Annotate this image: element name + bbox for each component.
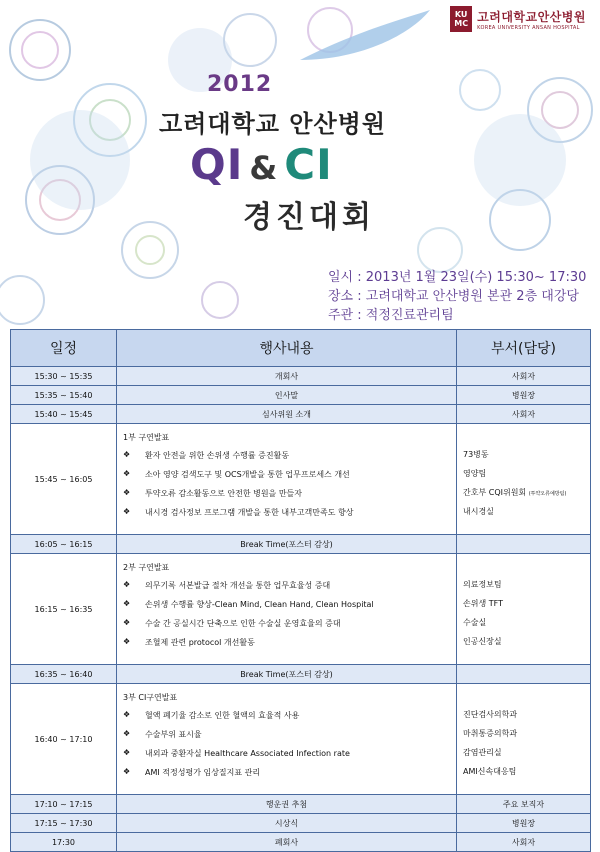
diamond-bullet-icon: ❖ — [123, 729, 131, 738]
header-content: 행사내용 — [117, 330, 457, 367]
row-dept: 병원장 — [457, 386, 591, 405]
hospital-logo — [450, 6, 586, 32]
session-title: 2부 구연발표 — [123, 563, 170, 572]
dept-item: 손위생 TFT — [463, 598, 503, 608]
diamond-bullet-icon: ❖ — [123, 599, 131, 608]
session-title: 3부 CI구연발표 — [123, 693, 178, 702]
diamond-bullet-icon: ❖ — [123, 637, 131, 646]
table-row-break — [11, 535, 591, 554]
row-time: 16:40 ~ 17:10 — [11, 684, 117, 795]
list-item: ❖ 환자 안전을 위한 손위생 수행률 증진활동 — [123, 450, 290, 460]
list-item: ❖ 수술 간 공실시간 단축으로 인한 수술실 운영효율의 증대 — [123, 618, 341, 628]
row-dept: 사회자 — [457, 405, 591, 424]
dept-item: 의료정보팀 — [463, 579, 502, 589]
row-content: 인사말 — [117, 386, 457, 405]
row-content: 폐회사 — [117, 833, 457, 852]
list-item: ❖ 수술부위 표시율 — [123, 729, 202, 739]
list-item: ❖ AMI 적정성평가 임상질지표 관리 — [123, 767, 261, 777]
table-row-session-2 — [11, 554, 591, 665]
event-place: 장소 : 고려대학교 안산병원 본관 2층 대강당 — [328, 289, 579, 304]
amp-label: & — [249, 149, 279, 187]
logo-name: 고려대학교안산병원 — [477, 9, 586, 24]
dept-item: 내시경실 — [463, 506, 494, 516]
row-content: 행운권 추첨 — [117, 795, 457, 814]
row-content: Break Time(포스터 감상) — [117, 535, 457, 554]
event-date: 일시 : 2013년 1월 23일(수) 15:30~ 17:30 — [328, 270, 587, 285]
row-time: 15:45 ~ 16:05 — [11, 424, 117, 535]
row-time: 15:35 ~ 15:40 — [11, 386, 117, 405]
list-item: ❖ 조혈제 관련 protocol 개선활동 — [123, 637, 255, 647]
row-time: 17:15 ~ 17:30 — [11, 814, 117, 833]
row-time: 16:35 ~ 16:40 — [11, 665, 117, 684]
event-title — [190, 140, 333, 189]
row-dept — [457, 535, 591, 554]
dept-item: 73병동 — [463, 449, 489, 459]
row-dept — [457, 424, 591, 535]
row-content — [117, 424, 457, 535]
session-title: 1부 구연발표 — [123, 433, 170, 442]
row-content — [117, 554, 457, 665]
dept-item: 간호부 CQI위원회 (투약오류예방팀) — [463, 487, 567, 497]
header-dept: 부서(담당) — [457, 330, 591, 367]
schedule-table — [10, 329, 591, 852]
diamond-bullet-icon: ❖ — [123, 488, 131, 497]
table-row — [11, 386, 591, 405]
dept-item: AMI신속대응팀 — [463, 766, 517, 776]
row-dept — [457, 554, 591, 665]
row-dept — [457, 665, 591, 684]
list-item: ❖ 내외과 중환자실 Healthcare Associated Infection rate — [123, 748, 350, 758]
dept-item: 영양팀 — [463, 468, 487, 478]
row-time: 15:40 ~ 15:45 — [11, 405, 117, 424]
diamond-bullet-icon: ❖ — [123, 618, 131, 627]
hospital-name: 고려대학교 안산병원 — [159, 110, 387, 138]
header-schedule: 일정 — [11, 330, 117, 367]
row-content: 개회사 — [117, 367, 457, 386]
list-item: ❖ 의무기록 서본발급 절차 개선을 통한 업무효율성 증대 — [123, 580, 331, 590]
list-item: ❖ 투약오류 감소활동으로 안전한 병원을 만들자 — [123, 488, 303, 498]
row-time: 17:10 ~ 17:15 — [11, 795, 117, 814]
dept-note: (투약오류예방팀) — [528, 490, 567, 497]
contest-title: 경진대회 — [243, 200, 375, 235]
list-item: ❖ 손위생 수행률 향상-Clean Mind, Clean Hand, Clean Hospital — [123, 599, 374, 609]
row-content: 심사위원 소개 — [117, 405, 457, 424]
logo-mark: KU MC — [450, 6, 472, 32]
diamond-bullet-icon: ❖ — [123, 748, 131, 757]
row-content — [117, 684, 457, 795]
event-info — [328, 268, 586, 325]
table-row — [11, 367, 591, 386]
ci-label: CI — [284, 140, 333, 189]
diamond-bullet-icon: ❖ — [123, 469, 131, 478]
event-year: 2012 — [207, 72, 273, 97]
dept-item: 감염관리실 — [463, 747, 502, 757]
diamond-bullet-icon: ❖ — [123, 507, 131, 516]
qi-label: QI — [190, 140, 244, 189]
dept-item: 진단검사의학과 — [463, 709, 518, 719]
diamond-bullet-icon: ❖ — [123, 710, 131, 719]
table-row — [11, 795, 591, 814]
logo-subtitle: KOREA UNIVERSITY ANSAN HOSPITAL — [477, 24, 580, 31]
list-item: ❖ 소아 영양 검색도구 및 OCS개발을 통한 업무프로세스 개선 — [123, 469, 350, 479]
table-row — [11, 405, 591, 424]
dept-item: 마취통증의학과 — [463, 728, 518, 738]
table-row-break — [11, 665, 591, 684]
row-dept — [457, 684, 591, 795]
diamond-bullet-icon: ❖ — [123, 767, 131, 776]
row-time: 16:05 ~ 16:15 — [11, 535, 117, 554]
dept-item: 인공신장실 — [463, 636, 502, 646]
row-time: 16:15 ~ 16:35 — [11, 554, 117, 665]
diamond-bullet-icon: ❖ — [123, 450, 131, 459]
event-host: 주관 : 적정진료관리팀 — [328, 308, 454, 323]
table-row-session-3 — [11, 684, 591, 795]
row-dept: 병원장 — [457, 814, 591, 833]
table-row — [11, 833, 591, 852]
list-item: ❖ 내시경 검사정보 프로그램 개발을 통한 내부고객만족도 향상 — [123, 507, 354, 517]
row-time: 15:30 ~ 15:35 — [11, 367, 117, 386]
dept-item: 수술실 — [463, 617, 487, 627]
list-item: ❖ 혈액 폐기율 감소로 인한 혈액의 효율적 사용 — [123, 710, 300, 720]
table-row-session-1 — [11, 424, 591, 535]
table-header-row — [11, 330, 591, 367]
row-dept: 사회자 — [457, 367, 591, 386]
row-content: 시상식 — [117, 814, 457, 833]
table-row — [11, 814, 591, 833]
row-dept: 주요 보직자 — [457, 795, 591, 814]
row-time: 17:30 — [11, 833, 117, 852]
row-content: Break Time(포스터 감상) — [117, 665, 457, 684]
diamond-bullet-icon: ❖ — [123, 580, 131, 589]
row-dept: 사회자 — [457, 833, 591, 852]
